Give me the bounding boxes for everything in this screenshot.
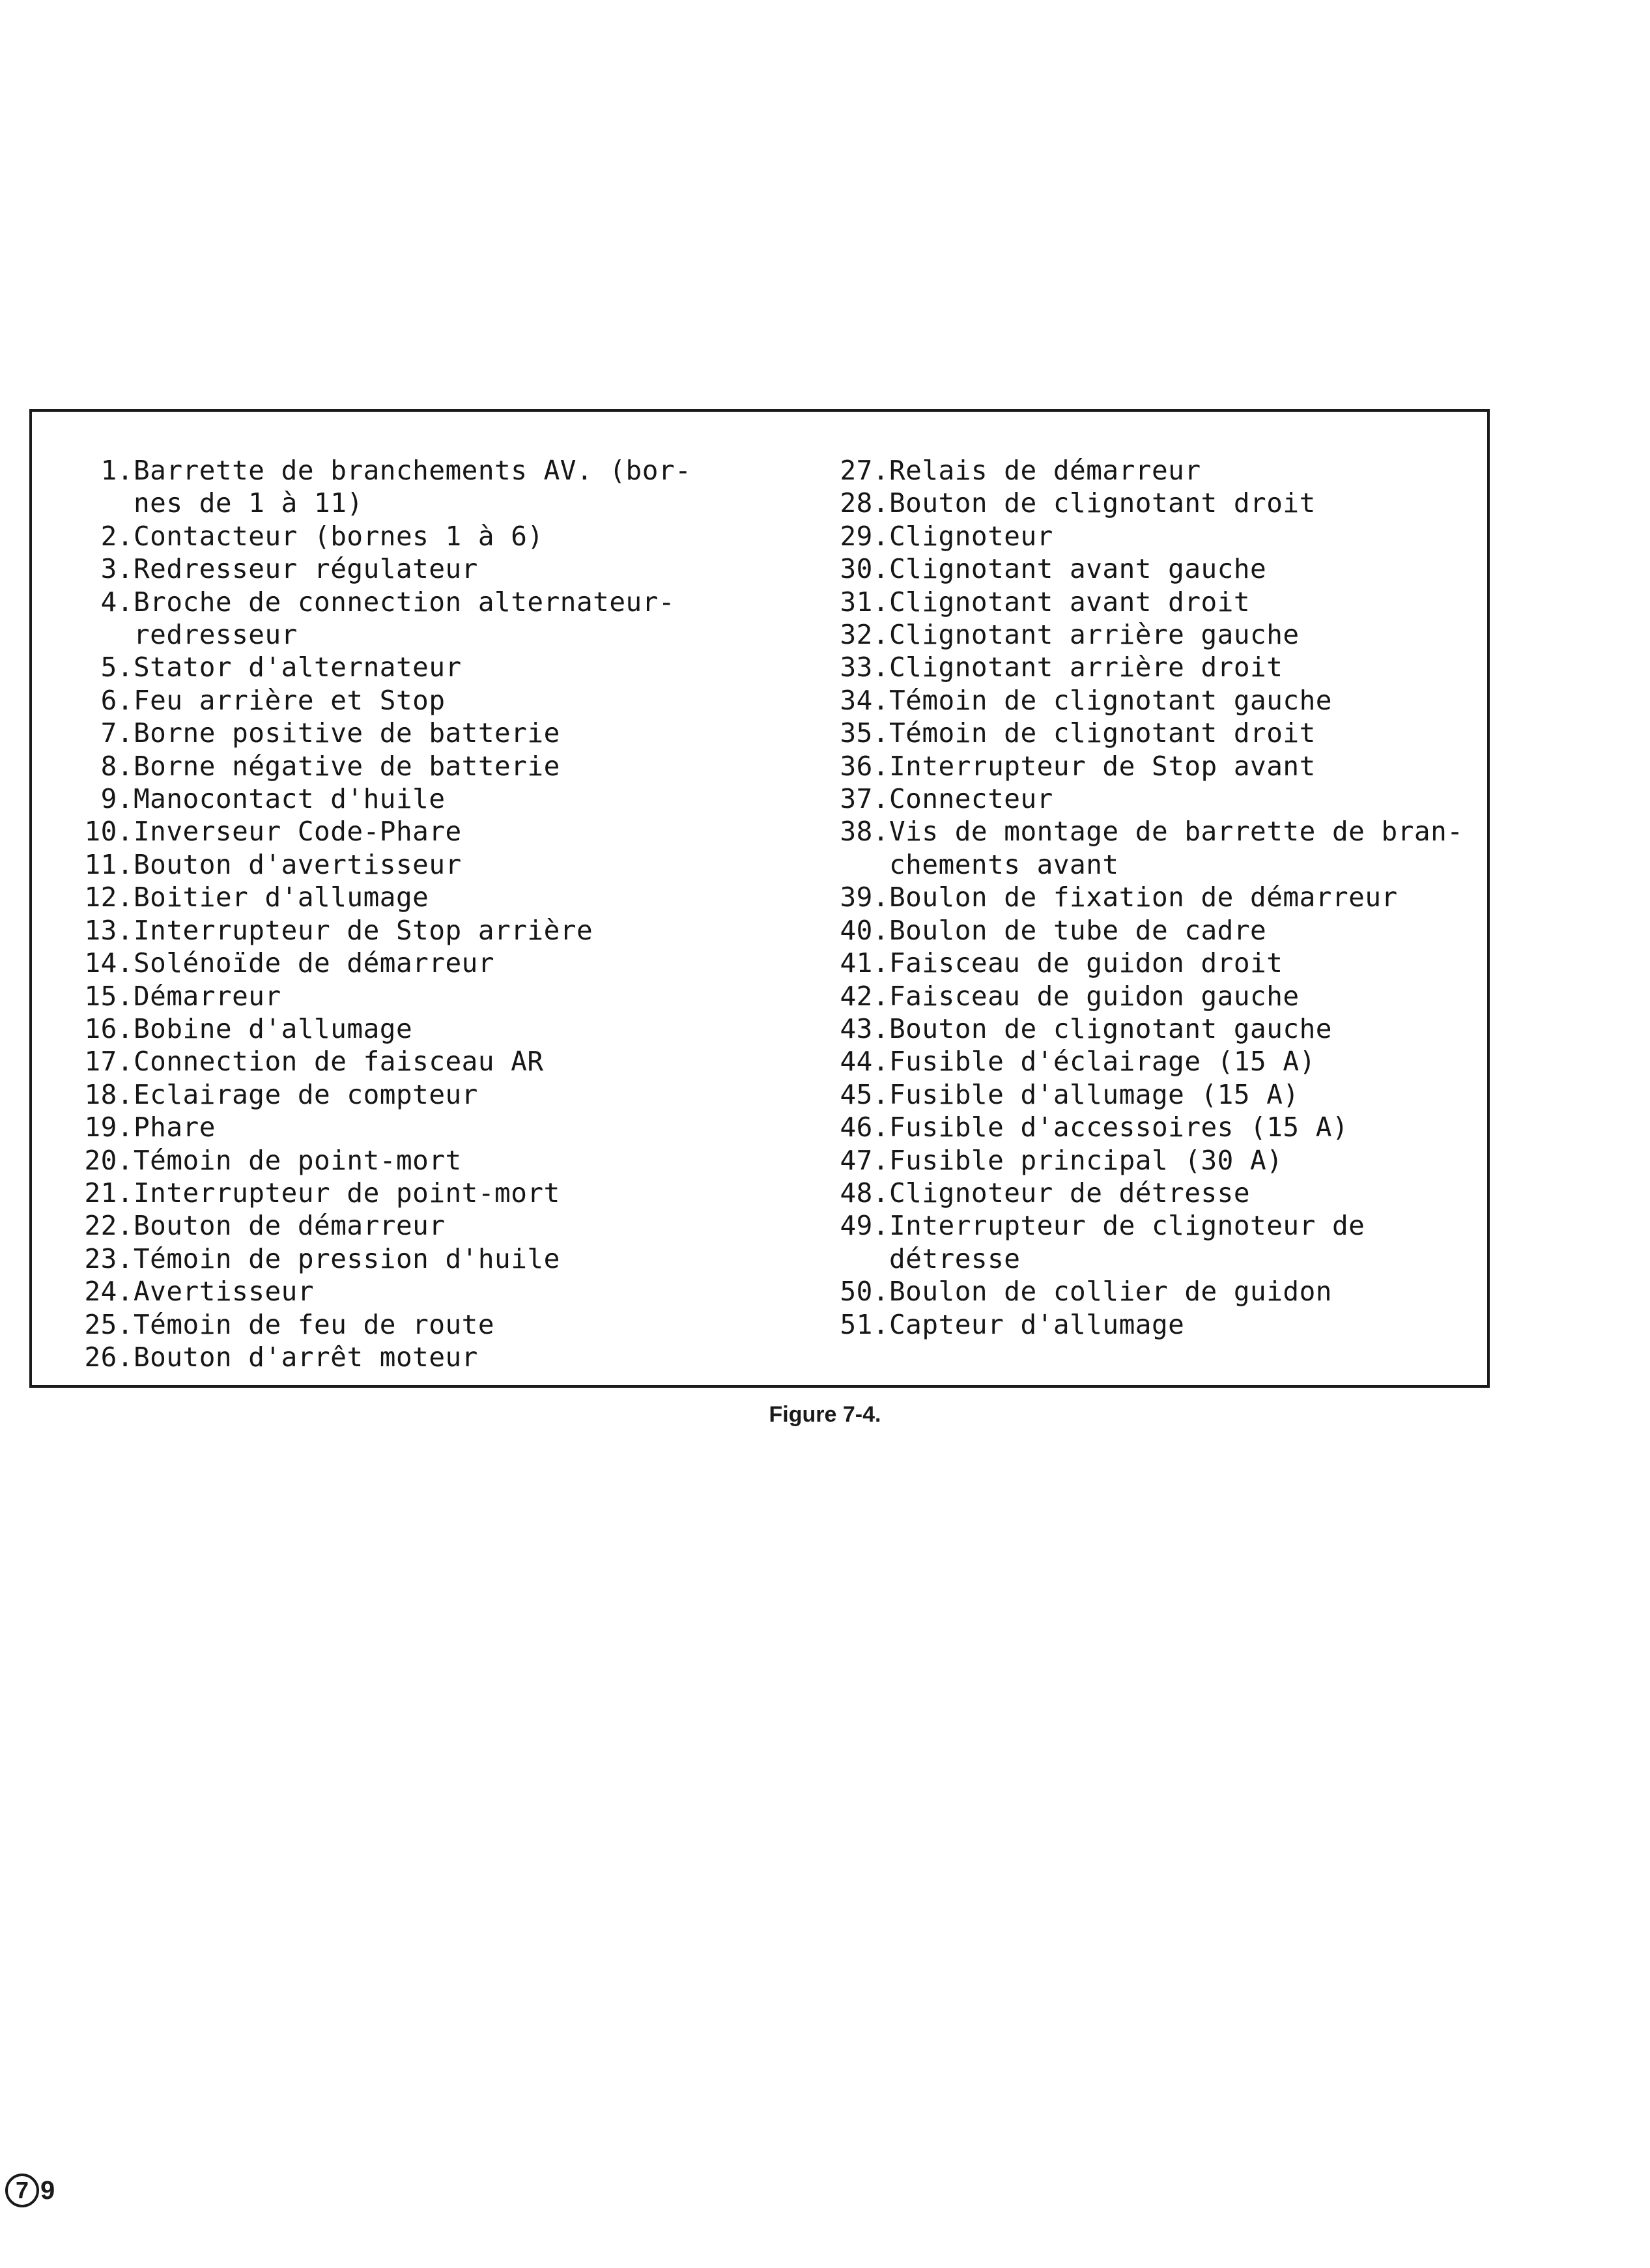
- legend-item: [799, 487, 1490, 519]
- legend-item: [799, 1209, 1490, 1275]
- legend-item-label: Bobine d'allumage: [134, 1012, 413, 1044]
- legend-item-number: 49.: [840, 1210, 889, 1242]
- legend-item: [57, 815, 767, 848]
- legend-item: [57, 1209, 767, 1242]
- legend-item: [57, 454, 767, 520]
- legend-item-label: Interrupteur de clignoteur de détresse: [889, 1210, 1365, 1274]
- legend-item: [57, 717, 767, 749]
- legend-item-label: Manocontact d'huile: [134, 783, 446, 815]
- legend-item-label: Témoin de point-mort: [134, 1144, 462, 1176]
- legend-item: [57, 586, 767, 652]
- legend-item-label: Boitier d'allumage: [134, 882, 429, 913]
- legend-item-label: Bouton de clignotant gauche: [889, 1012, 1332, 1044]
- legend-item-number: 18.: [84, 1078, 134, 1110]
- legend-item-number: 20.: [84, 1144, 134, 1176]
- legend-item: [57, 1111, 767, 1143]
- legend-item: [57, 848, 767, 881]
- legend-item-label: Connection de faisceau AR: [134, 1046, 544, 1078]
- figure-caption: Figure 7-4.: [769, 1402, 881, 1427]
- legend-item-label: Clignotant avant droit: [889, 586, 1251, 618]
- legend-item: [799, 1177, 1490, 1209]
- legend-item: [799, 815, 1490, 881]
- legend-item-number: 5.: [100, 652, 134, 683]
- legend-item: [57, 782, 767, 815]
- legend-item-number: 41.: [840, 947, 889, 979]
- legend-item: [57, 651, 767, 683]
- legend-item-number: 17.: [84, 1046, 134, 1078]
- legend-item-number: 28.: [840, 487, 889, 519]
- legend-item-label: Témoin de clignotant gauche: [889, 684, 1332, 716]
- legend-item: [57, 1078, 767, 1111]
- legend-item-number: 35.: [840, 717, 889, 749]
- legend-item-label: Phare: [134, 1112, 216, 1143]
- legend-item-number: 50.: [840, 1276, 889, 1308]
- legend-item: [799, 881, 1490, 913]
- legend-item-number: 15.: [84, 980, 134, 1012]
- page-number: 9: [40, 2175, 55, 2205]
- legend-item-label: Boulon de tube de cadre: [889, 914, 1267, 946]
- legend-item-label: Interrupteur de Stop avant: [889, 750, 1316, 782]
- legend-item: [57, 1045, 767, 1078]
- legend-item-number: 39.: [840, 882, 889, 913]
- legend-item-label: Fusible d'éclairage (15 A): [889, 1046, 1316, 1078]
- legend-item-label: Contacteur (bornes 1 à 6): [134, 520, 544, 552]
- legend-item-label: Démarreur: [134, 980, 281, 1012]
- legend-item-number: 1.: [100, 455, 134, 486]
- legend-item: [799, 1275, 1490, 1308]
- legend-item-label: Redresseur régulateur: [134, 553, 478, 585]
- legend-item-label: Solénoïde de démarreur: [134, 947, 495, 979]
- legend-column-right: [799, 454, 1490, 1341]
- legend-item-label: Clignoteur: [889, 520, 1053, 552]
- legend-item-number: 40.: [840, 914, 889, 946]
- legend-item-label: Interrupteur de point-mort: [134, 1177, 560, 1209]
- legend-item-label: Boulon de fixation de démarreur: [889, 882, 1398, 913]
- legend-item: [57, 1242, 767, 1275]
- legend-item: [799, 1045, 1490, 1078]
- legend-item-label: Interrupteur de Stop arrière: [134, 914, 593, 946]
- legend-item-label: Borne négative de batterie: [134, 750, 560, 782]
- legend-item-number: 12.: [84, 882, 134, 913]
- legend-item: [799, 914, 1490, 947]
- legend-item-number: 4.: [100, 586, 134, 618]
- legend-item: [799, 717, 1490, 749]
- legend-item-label: Témoin de clignotant droit: [889, 717, 1316, 749]
- legend-item-number: 45.: [840, 1078, 889, 1110]
- legend-item-label: Faisceau de guidon droit: [889, 947, 1283, 979]
- legend-item-label: Broche de connection alternateur- redresseur: [134, 586, 676, 651]
- legend-item-number: 47.: [840, 1144, 889, 1176]
- legend-item: [799, 1308, 1490, 1341]
- legend-item-number: 11.: [84, 848, 134, 880]
- legend-item-label: Vis de montage de barrette de bran- chements avant: [889, 816, 1464, 880]
- legend-item-number: 46.: [840, 1112, 889, 1143]
- legend-item-number: 36.: [840, 750, 889, 782]
- legend-item-label: Fusible d'accessoires (15 A): [889, 1112, 1349, 1143]
- legend-item: [799, 586, 1490, 618]
- legend-item-label: Fusible d'allumage (15 A): [889, 1078, 1300, 1110]
- legend-item-number: 13.: [84, 914, 134, 946]
- legend-item: [799, 520, 1490, 553]
- legend-item: [57, 1177, 767, 1209]
- legend-item-number: 34.: [840, 684, 889, 716]
- legend-item-number: 24.: [84, 1276, 134, 1308]
- legend-item-number: 7.: [100, 717, 134, 749]
- legend-item-label: Inverseur Code-Phare: [134, 816, 462, 848]
- legend-item-label: Capteur d'allumage: [889, 1308, 1185, 1340]
- legend-item-label: Bouton d'arrêt moteur: [134, 1341, 478, 1373]
- legend-item-label: Boulon de collier de guidon: [889, 1276, 1332, 1308]
- legend-item: [799, 782, 1490, 815]
- legend-item-number: 42.: [840, 980, 889, 1012]
- legend-item-number: 10.: [84, 816, 134, 848]
- legend-item-label: Bouton de clignotant droit: [889, 487, 1316, 519]
- legend-item: [57, 881, 767, 913]
- legend-item: [57, 520, 767, 553]
- legend-item-number: 9.: [100, 783, 134, 815]
- legend-item-label: Fusible principal (30 A): [889, 1144, 1283, 1176]
- legend-item: [799, 454, 1490, 487]
- legend-item-label: Barrette de branchements AV. (bor- nes de 1 à 11): [134, 455, 692, 519]
- legend-item-number: 8.: [100, 750, 134, 782]
- legend-item-number: 30.: [840, 553, 889, 585]
- legend-item: [57, 750, 767, 782]
- legend-item-number: 2.: [100, 520, 134, 552]
- legend-item-number: 48.: [840, 1177, 889, 1209]
- page-marker: [5, 2174, 55, 2207]
- legend-item: [799, 750, 1490, 782]
- legend-item-label: Relais de démarreur: [889, 455, 1201, 486]
- legend-item-number: 38.: [840, 816, 889, 848]
- legend-item-number: 14.: [84, 947, 134, 979]
- legend-item: [799, 651, 1490, 683]
- legend-item: [799, 684, 1490, 717]
- legend-item: [57, 1144, 767, 1177]
- legend-item: [799, 618, 1490, 651]
- legend-item: [57, 1341, 767, 1373]
- legend-item-label: Clignotant avant gauche: [889, 553, 1267, 585]
- legend-item-number: 22.: [84, 1210, 134, 1242]
- legend-item: [57, 1308, 767, 1341]
- legend-item: [799, 980, 1490, 1012]
- legend-item-label: Témoin de feu de route: [134, 1308, 495, 1340]
- legend-item: [57, 980, 767, 1012]
- legend-column-left: [57, 454, 767, 1373]
- legend-item-label: Faisceau de guidon gauche: [889, 980, 1300, 1012]
- legend-item-label: Bouton d'avertisseur: [134, 848, 462, 880]
- legend-item-number: 29.: [840, 520, 889, 552]
- legend-item-number: 26.: [84, 1341, 134, 1373]
- figure-legend-box: [29, 409, 1490, 1388]
- legend-item: [799, 553, 1490, 585]
- legend-item-number: 44.: [840, 1046, 889, 1078]
- legend-item-number: 19.: [84, 1112, 134, 1143]
- legend-item: [57, 1012, 767, 1045]
- legend-item-number: 31.: [840, 586, 889, 618]
- legend-item-label: Clignotant arrière droit: [889, 652, 1283, 683]
- legend-item-label: Bouton de démarreur: [134, 1210, 446, 1242]
- chapter-circle-icon: 7: [5, 2174, 39, 2207]
- legend-item-number: 25.: [84, 1308, 134, 1340]
- legend-item-label: Stator d'alternateur: [134, 652, 462, 683]
- legend-item: [799, 1012, 1490, 1045]
- legend-item-label: Clignotant arrière gauche: [889, 619, 1300, 651]
- legend-item: [57, 553, 767, 585]
- legend-item-number: 6.: [100, 684, 134, 716]
- legend-item: [57, 1275, 767, 1308]
- legend-item: [57, 947, 767, 979]
- legend-item-number: 21.: [84, 1177, 134, 1209]
- legend-item: [799, 1111, 1490, 1143]
- legend-item-number: 3.: [100, 553, 134, 585]
- legend-item-number: 33.: [840, 652, 889, 683]
- legend-item-number: 23.: [84, 1242, 134, 1274]
- legend-item-number: 37.: [840, 783, 889, 815]
- legend-item-label: Borne positive de batterie: [134, 717, 560, 749]
- legend-item-number: 27.: [840, 455, 889, 486]
- legend-item: [57, 914, 767, 947]
- legend-item-label: Eclairage de compteur: [134, 1078, 478, 1110]
- legend-item-number: 43.: [840, 1012, 889, 1044]
- legend-item-label: Avertisseur: [134, 1276, 315, 1308]
- legend-item: [57, 684, 767, 717]
- legend-item-number: 32.: [840, 619, 889, 651]
- legend-item-label: Feu arrière et Stop: [134, 684, 446, 716]
- legend-item: [799, 947, 1490, 979]
- legend-item-label: Connecteur: [889, 783, 1053, 815]
- legend-item-number: 51.: [840, 1308, 889, 1340]
- legend-item-number: 16.: [84, 1012, 134, 1044]
- legend-item: [799, 1144, 1490, 1177]
- legend-item-label: Témoin de pression d'huile: [134, 1242, 560, 1274]
- legend-item: [799, 1078, 1490, 1111]
- legend-item-label: Clignoteur de détresse: [889, 1177, 1251, 1209]
